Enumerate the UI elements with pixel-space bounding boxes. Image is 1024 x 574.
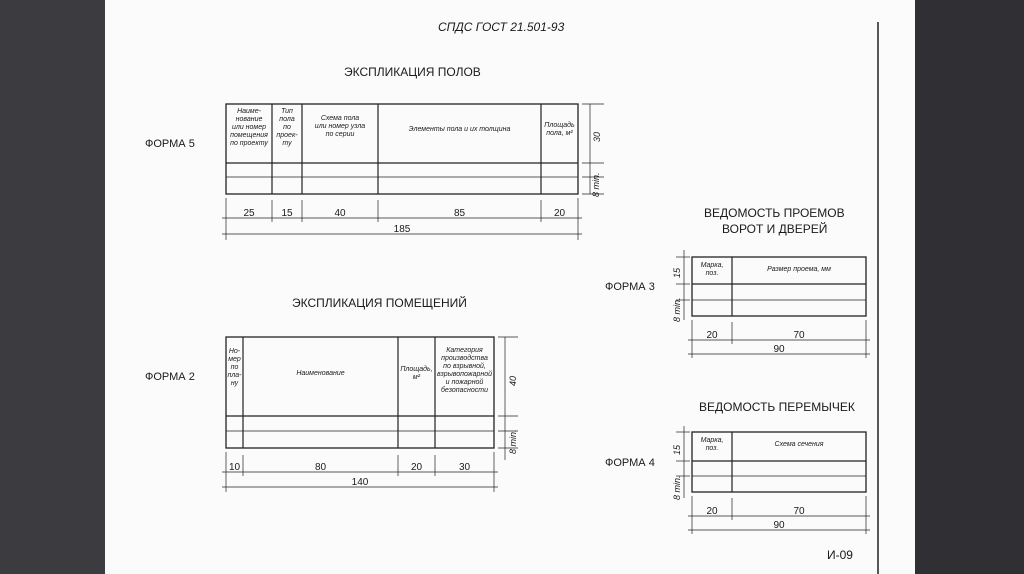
form4-col-section: Схема сечения bbox=[774, 441, 824, 448]
form5-col-floor-type: Тип пола по проек- ту bbox=[276, 108, 298, 147]
form4-dim-1: 20 bbox=[706, 506, 718, 517]
form4-dim-total: 90 bbox=[773, 520, 785, 531]
form3-label: ФОРМА 3 bbox=[605, 281, 655, 293]
form4-label: ФОРМА 4 bbox=[605, 457, 655, 469]
document-header: СПДС ГОСТ 21.501-93 bbox=[438, 20, 565, 34]
form5-dim-5: 20 bbox=[553, 208, 566, 219]
form2-dim-total: 140 bbox=[351, 477, 369, 488]
page-number: И-09 bbox=[827, 548, 853, 562]
form3-dim-1: 20 bbox=[706, 330, 718, 341]
form2-col-name: Наименование bbox=[296, 370, 345, 377]
form2-col-category: Категория производства по взрывной, взрывопожарной и пожарной безопасности bbox=[436, 347, 493, 394]
form5-label: ФОРМА 5 bbox=[145, 138, 195, 150]
form3-dim-header-height: 15 bbox=[672, 267, 682, 278]
form2-title: ЭКСПЛИКАЦИЯ ПОМЕЩЕНИЙ bbox=[292, 296, 467, 310]
form4-dim-row-height: 8 min. bbox=[672, 475, 682, 500]
form2-dim-header-height: 40 bbox=[508, 375, 518, 386]
form2-dim-2: 80 bbox=[314, 462, 327, 473]
form5-dim-header-height: 30 bbox=[592, 131, 602, 142]
form3-col-mark: Марка, поз. bbox=[700, 262, 724, 277]
form4-title: ВЕДОМОСТЬ ПЕРЕМЫЧЕК bbox=[699, 400, 855, 414]
form5-dim-4: 85 bbox=[453, 208, 466, 219]
form5-col-elements: Элементы пола и их толщина bbox=[408, 126, 511, 133]
form5-dim-1: 25 bbox=[243, 208, 255, 219]
form5-dim-row-height: 8 min. bbox=[591, 172, 601, 197]
form4-dim-2: 70 bbox=[793, 506, 805, 517]
form2-dim-1: 10 bbox=[228, 462, 241, 473]
form3-dim-total: 90 bbox=[773, 344, 785, 355]
form5-title: ЭКСПЛИКАЦИЯ ПОЛОВ bbox=[344, 65, 481, 79]
form4-dim-header-height: 15 bbox=[672, 444, 682, 455]
form5-dim-total: 185 bbox=[393, 224, 411, 235]
form2-col-number: Но- мер по пла- ну bbox=[227, 348, 242, 387]
form2-label: ФОРМА 2 bbox=[145, 371, 195, 383]
form3-title-line2: ВОРОТ И ДВЕРЕЙ bbox=[722, 222, 828, 236]
form2-dim-3: 20 bbox=[410, 462, 423, 473]
form2-col-area: Площадь, м² bbox=[400, 366, 433, 381]
form5-col-name: Наиме- нование или номер помещения по проекту bbox=[230, 108, 268, 147]
form5-dim-2: 15 bbox=[281, 208, 293, 219]
form3-title-line1: ВЕДОМОСТЬ ПРОЕМОВ bbox=[704, 206, 845, 220]
form2-dim-4: 30 bbox=[458, 462, 471, 473]
form3-dim-row-height: 8 min. bbox=[672, 297, 682, 322]
form3-col-size: Размер проема, мм bbox=[767, 266, 831, 273]
form3-dim-2: 70 bbox=[793, 330, 805, 341]
form5-dim-3: 40 bbox=[334, 208, 346, 219]
form4-col-mark: Марка, поз. bbox=[700, 437, 724, 452]
form5-col-scheme: Схема пола или номер узла по серии bbox=[314, 115, 366, 138]
form2-dim-row-height: 8 min. bbox=[508, 429, 518, 454]
form5-col-area: Площадь пола, м² bbox=[544, 122, 575, 137]
